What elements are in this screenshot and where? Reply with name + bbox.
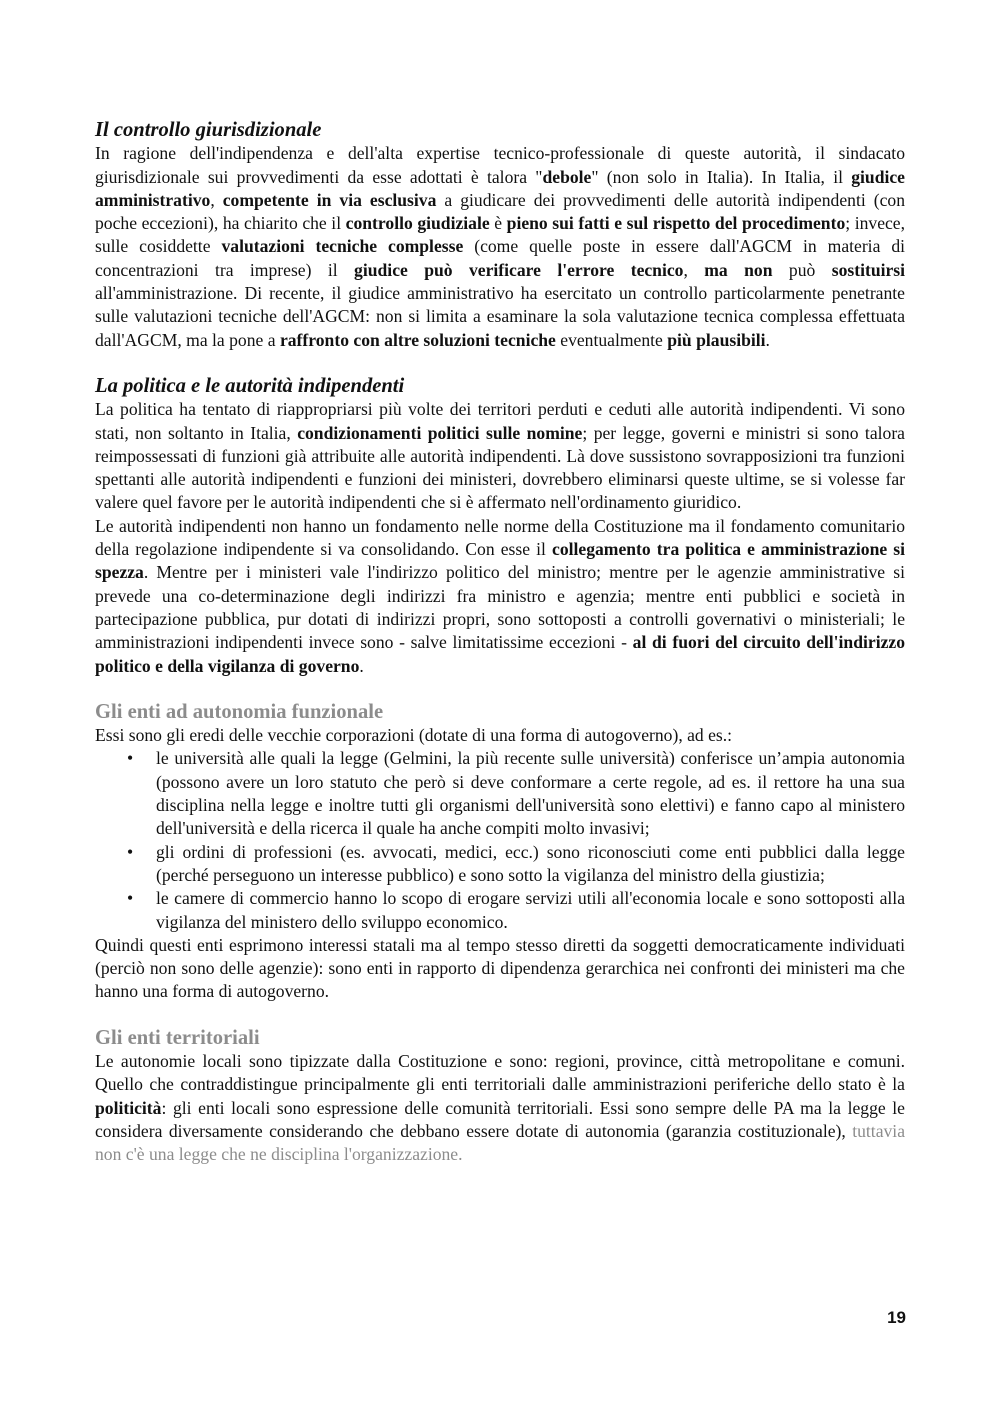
bold-text: valutazioni tecniche complesse bbox=[221, 236, 464, 257]
page-number: 19 bbox=[887, 1308, 906, 1327]
paragraph-controllo: In ragione dell'indipendenza e dell'alta expertise tecnico-professionale di queste autorità, il sindacato giurisdizionale sui provvedimenti da esse adottati è talora "debole" (non solo in Italia). In Italia, il giudice amministrativo, competente in via esclusiva a giudicare dei provvedimenti delle autorità indipendenti (con poche eccezioni), ha chiarito che il controllo giudiziale è pieno sui fatti e sul rispetto del procedimento; invece, sulle cosiddette valutazioni tecniche complesse (come quelle poste in essere dall'AGCM in materia di concentrazioni tra imprese) il giudice può verificare l'errore tecnico, ma non può sostituirsi all'amministrazione. Di recente, il giudice amministrativo ha esercitato un controllo particolarmente penetrante sulle valutazioni tecniche dell'AGCM: non si limita a esaminare la sola valutazione tecnica complessa effettuata dall'AGCM, ma la pone a raffronto con altre soluzioni tecniche eventualmente più plausibili. bbox=[95, 143, 906, 350]
bold-text: sostituirsi bbox=[831, 259, 906, 280]
bold-text: ma non bbox=[704, 259, 773, 280]
bold-text: giudice può verificare l'errore tecnico bbox=[354, 259, 684, 280]
bold-text: al di fuori del circuito dell'indirizzo politico e della vigilanza di governo bbox=[95, 632, 906, 676]
section-heading-autonomia-funzionale: Gli enti ad autonomia funzionale bbox=[95, 700, 384, 723]
section-heading-politica: La politica e le autorità indipendenti bbox=[95, 374, 405, 397]
bullet-list bbox=[95, 747, 905, 933]
paragraph-autonomia-intro: Essi sono gli eredi delle vecchie corporazioni (dotate di una forma di autogoverno), ad es.: bbox=[95, 725, 733, 746]
paragraph-enti-territoriali: Le autonomie locali sono tipizzate dalla Costituzione e sono: regioni, province, città metropolitane e comuni. Quello che contraddistingue principalmente gli enti territoriali dalle amministrazioni periferiche dello stato è la politicità: gli enti locali sono espressione delle comunità territoriali. Essi sono sempre delle PA ma la legge le considera diversamente considerando che debbano essere dotate di autonomia (garanzia costituzionale), tuttavia non c'è una legge che ne disciplina l'organizzazione. bbox=[95, 1050, 905, 1165]
paragraph-politica-1: La politica ha tentato di riappropriarsi più volte dei territori perduti e ceduti alle autorità indipendenti. Vi sono stati, non soltanto in Italia, condizionamenti politici sulle nomine; per legge, governi e ministri si sono talora reimpossessati di funzioni già attribuite alle autorità indipendenti. Là dove sussistono sovrapposizioni tra funzioni spettanti alle autorità indipendenti e funzioni dei ministeri, dovrebbero eliminarsi queste ultime, se si volesse far valere quel favore per le autorità indipendenti che si è affermato nell'ordinamento giuridico. bbox=[95, 399, 905, 513]
list-item: • gli ordini di professioni (es. avvocati, medici, ecc.) sono riconosciuti come enti pubblici dalla legge (perché perseguono un interesse pubblico) e sono sotto la vigilanza del ministro della giustizia; bbox=[95, 841, 905, 888]
bold-text: più plausibili bbox=[667, 329, 766, 350]
bold-text: collegamento tra politica e amministrazione si spezza bbox=[95, 539, 905, 583]
bold-text: controllo giudiziale bbox=[345, 213, 490, 234]
gray-text: tuttavia non c'è una legge che ne disciplina l'organizzazione. bbox=[95, 1120, 905, 1165]
bold-text: debole bbox=[542, 166, 592, 187]
paragraph-politica-2: Le autorità indipendenti non hanno un fondamento nelle norme della Costituzione ma il fondamento comunitario della regolazione indipendente si va consolidando. Con esse il collegamento tra politica e amministrazione si spezza. Mentre per i ministeri vale l'indirizzo politico del ministro; mentre per le agenzie amministrative si prevede una co-determinazione degli indirizzi fra ministro e agenzia; mentre enti pubblici e società in partecipazione pubblica, pur dotati di indirizzi propri, sono sottoposti a controlli governativi o ministeriali; le amministrazioni indipendenti invece sono - salve limitatissime eccezioni - al di fuori del circuito dell'indirizzo politico e della vigilanza di governo. bbox=[95, 515, 906, 676]
paragraph-autonomia-conclusion: Quindi questi enti esprimono interessi statali ma al tempo stesso diretti da soggetti democraticamente individuati (perciò non sono delle agenzie): sono enti in rapporto di dipendenza gerarchica nei confronti dei ministeri ma che hanno una forma di autogoverno. bbox=[95, 934, 905, 1002]
section-heading-controllo: Il controllo giurisdizionale bbox=[95, 119, 322, 141]
list-item: • le università alle quali la legge (Gelmini, la più recente sulle università) conferisce un’ampia autonomia (possono avere un loro statuto che però si deve conformare a certe regole, ad es. il rettore ha una sua disciplina nella legge e inoltre tutti gli organismi dell'università sono elettivi) e fanno capo al ministero dell'università e della ricerca il quale ha anche compiti molto invasivi; bbox=[95, 747, 905, 840]
bold-text: politicità bbox=[95, 1097, 162, 1118]
section-heading-enti-territoriali: Gli enti territoriali bbox=[95, 1026, 260, 1049]
bold-text: giudice amministrativo bbox=[95, 166, 905, 210]
bold-text: raffronto con altre soluzioni tecniche bbox=[279, 329, 556, 350]
document-page bbox=[95, 119, 905, 1166]
list-item: • le camere di commercio hanno lo scopo di erogare servizi utili all'economia locale e sono sottoposti alla vigilanza del ministero dello sviluppo economico. bbox=[95, 887, 905, 934]
bold-text: pieno sui fatti e sul rispetto del procedimento bbox=[506, 213, 846, 234]
bold-text: competente in via esclusiva bbox=[222, 189, 437, 210]
bold-text: condizionamenti politici sulle nomine bbox=[297, 422, 583, 443]
